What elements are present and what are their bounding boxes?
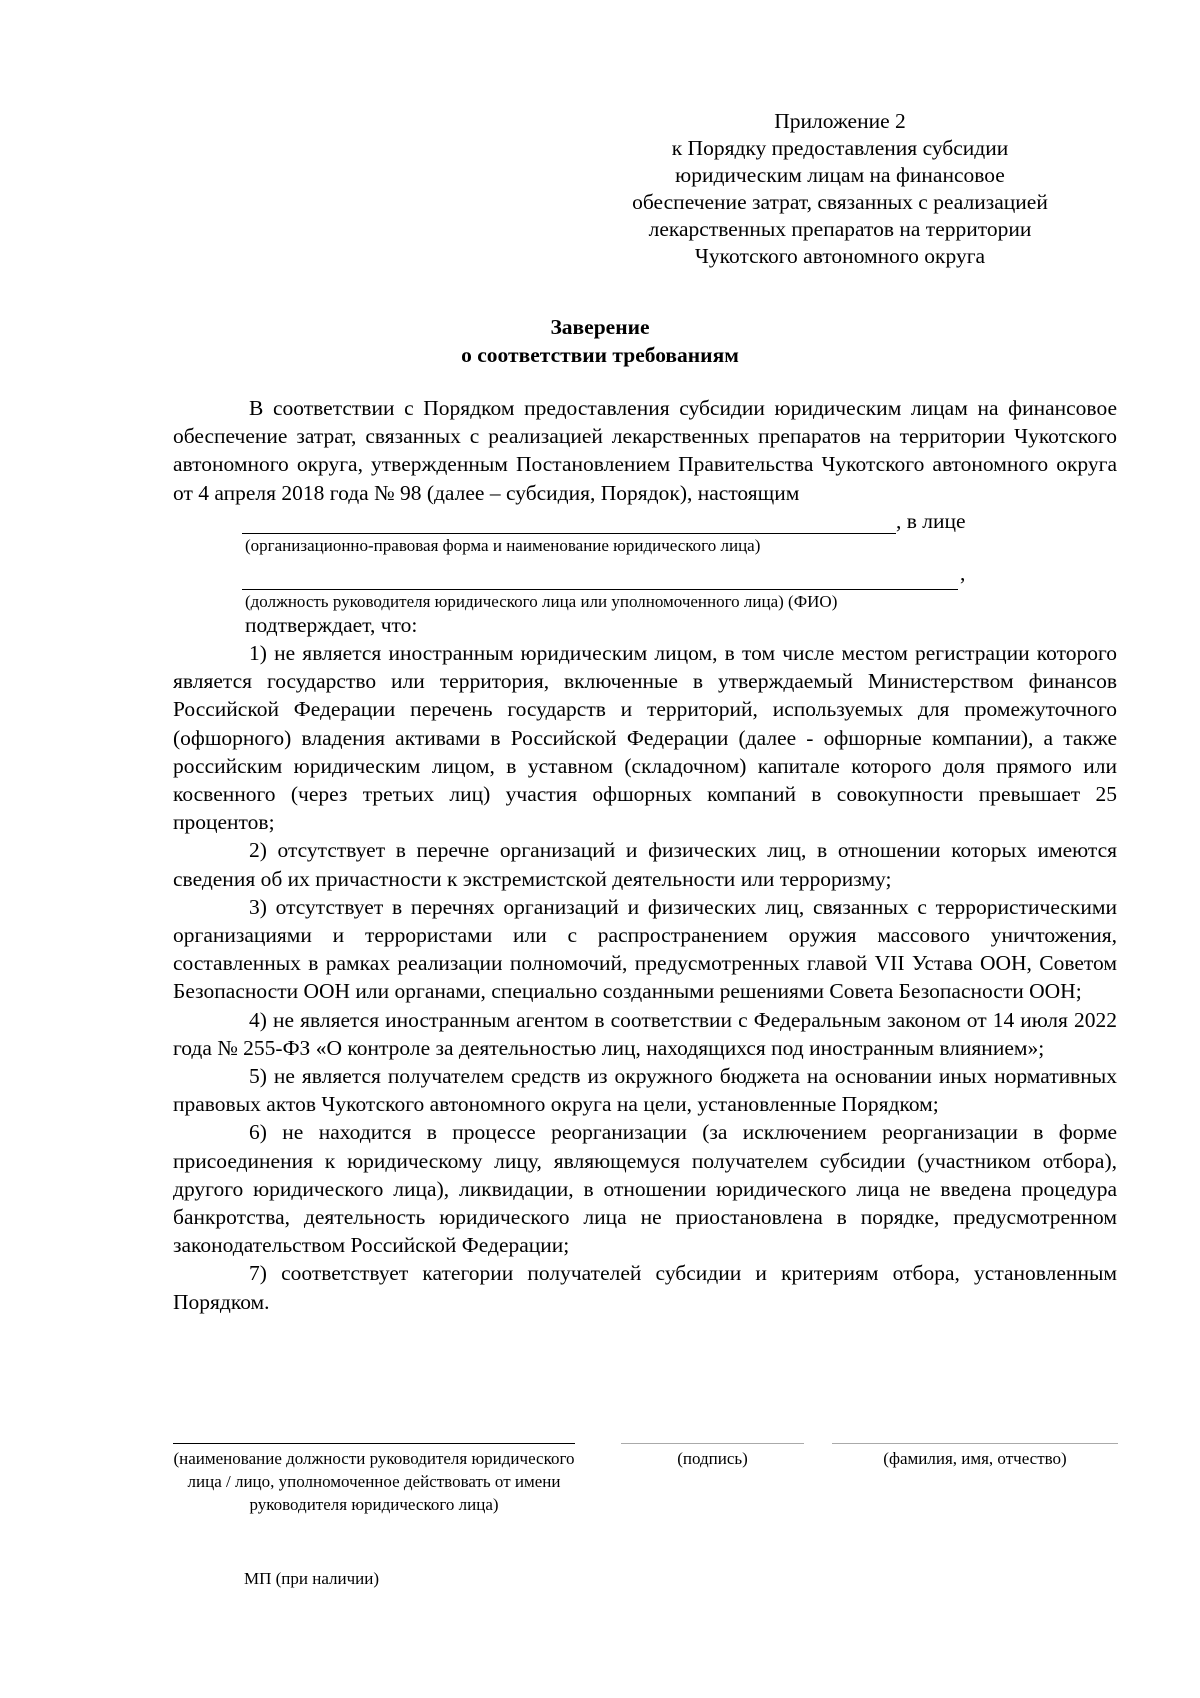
requirement-item: 6) не находится в процессе реорганизации (за исключением реорганизации в форме присоединения к юридическому лицу, являющемуся получателем субсидии (участником отбора), другого юридического лица), ликвидации, в отношении юридического лица не введена процедура банкротства, деятельность юридического лица не приостановлена в порядке, предусмотренном законодательством Российской Федерации; bbox=[173, 1120, 1117, 1258]
appendix-header bbox=[620, 108, 1060, 270]
position-caption: (наименование должности руководителя юридического лица / лицо, уполномоченное действовать от имени руководителя юридического лица) bbox=[173, 1449, 575, 1514]
stamp-note: МП (при наличии) bbox=[244, 1569, 380, 1588]
confirms-text: подтверждает, что: bbox=[245, 612, 418, 637]
document-body bbox=[173, 394, 1117, 1316]
signature-block bbox=[621, 1443, 804, 1470]
appendix-line: лекарственных препаратов на территории bbox=[648, 217, 1032, 241]
head-name-caption: (должность руководителя юридического лица или уполномоченного лица) (ФИО) bbox=[245, 591, 838, 611]
intro-paragraph: В соответствии с Порядком предоставления субсидии юридическим лицам на финансовое обеспечение затрат, связанных с реализацией лекарственных препаратов на территории Чукотского автономного округа, утвержденным Постановлением Правительства Чукотского автономного округа от 4 апреля 2018 года № 98 (далее – субсидия, Порядок), настоящим bbox=[173, 396, 1117, 505]
document-title bbox=[0, 313, 1200, 369]
appendix-line: юридическим лицам на финансовое bbox=[675, 163, 1005, 187]
requirement-item: 5) не является получателем средств из окружного бюджета на основании иных нормативных правовых актов Чукотского автономного округа на цели, установленные Порядком; bbox=[173, 1064, 1117, 1117]
appendix-line: Чукотского автономного округа bbox=[694, 244, 986, 268]
requirement-item: 4) не является иностранным агентом в соответствии с Федеральным законом от 14 июля 2022 года № 255-ФЗ «О контроле за деятельностью лиц, находящихся под иностранным влиянием»; bbox=[173, 1007, 1117, 1060]
org-name-blank-line bbox=[242, 507, 896, 534]
appendix-line: Приложение 2 bbox=[774, 109, 906, 133]
org-name-caption: (организационно-правовая форма и наименование юридического лица) bbox=[245, 535, 761, 555]
appendix-line: обеспечение затрат, связанных с реализацией bbox=[632, 190, 1048, 214]
title-line-2: о соответствии требованиям bbox=[461, 343, 739, 367]
org-name-row bbox=[173, 507, 1117, 535]
full-name-block bbox=[832, 1443, 1118, 1470]
requirement-item: 2) отсутствует в перечне организаций и физических лиц, в отношении которых имеются сведения об их причастности к экстремистской деятельности или терроризму; bbox=[173, 838, 1117, 891]
requirement-item: 7) соответствует категории получателей субсидии и критериям отбора, установленным Порядком. bbox=[173, 1261, 1117, 1314]
requirement-item: 1) не является иностранным юридическим лицом, в том числе местом регистрации которого является государство или территория, включенные в утверждаемый Министерством финансов Российской Федерации перечень государств и территорий, используемых для промежуточного (офшорного) владения активами в Российской Федерации (далее - офшорные компании), а также российским юридическим лицом, в уставном (складочном) капитале которого доля прямого или косвенного (через третьих лиц) участия офшорных компаний в совокупности превышает 25 процентов; bbox=[173, 641, 1117, 835]
title-line-1: Заверение bbox=[550, 315, 650, 339]
head-name-blank-line bbox=[242, 565, 958, 590]
signature-caption: (подпись) bbox=[677, 1449, 748, 1468]
position-signature-block bbox=[173, 1443, 575, 1516]
requirement-item: 3) отсутствует в перечнях организаций и физических лиц, связанных с террористическими организациями и террористами или с распространением оружия массового уничтожения, составленных в рамках реализации полномочий, предусмотренных главой VII Устава ООН, Советом Безопасности ООН или органами, специально созданными решениями Совета Безопасности ООН; bbox=[173, 894, 1117, 1004]
full-name-caption: (фамилия, имя, отчество) bbox=[883, 1449, 1067, 1468]
appendix-line: к Порядку предоставления субсидии bbox=[671, 136, 1009, 160]
head-name-suffix: , bbox=[960, 560, 966, 585]
head-name-row bbox=[173, 560, 1117, 591]
org-name-suffix: , в лице bbox=[896, 508, 966, 533]
